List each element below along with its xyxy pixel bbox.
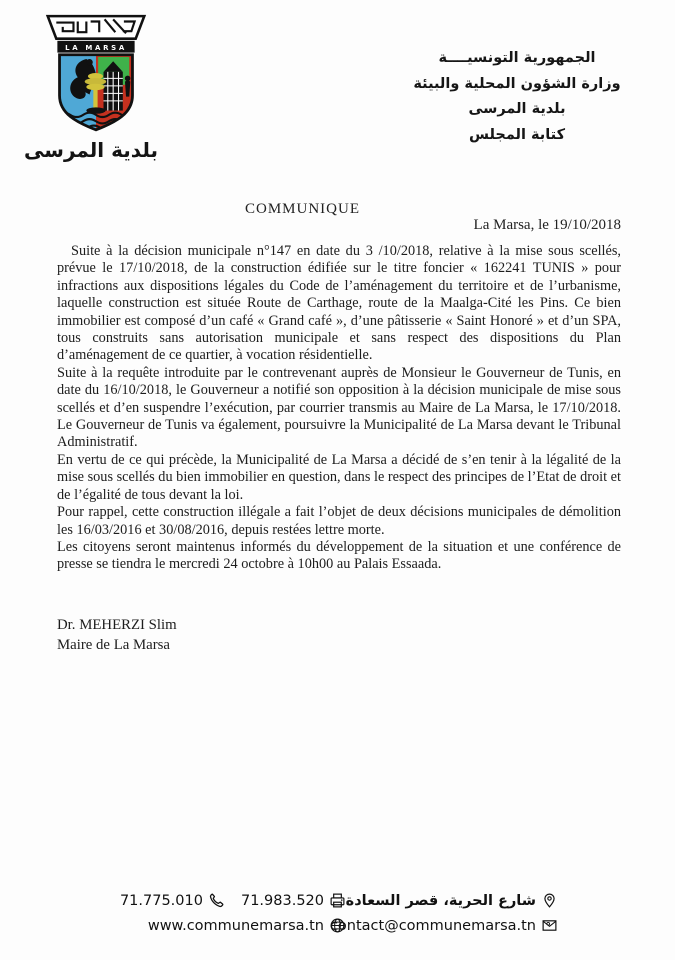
body-paragraph: Suite à la requête introduite par le contrevenant auprès de Monsieur le Gouverneur de Tunis, en date du 16/10/2018, le Gouverneur a notifié son opposition à la décision municipale de mise sous scellés et d’en suspendre l’exécution, par courrier transmis au Maire de La Marsa, le 17/10/2018. Le Gouverneur de Tunis va également, poursuivre la Municipalité de La Marsa devant le Tribunal Administratif. xyxy=(57,364,621,451)
signatory-role: Maire de La Marsa xyxy=(57,636,170,653)
footer-website-row xyxy=(118,913,346,938)
website-url[interactable]: www.communemarsa.tn xyxy=(147,917,324,934)
fax-icon xyxy=(329,892,346,909)
letterhead-ar xyxy=(378,46,656,148)
body-paragraph: Suite à la décision municipale n°147 en date du 3 /10/2018, relative à la mise sous scellés, prévue le 17/10/2018, de la construction édifiée sur le titre foncier « 162241 TUNIS » pour infractions aux dispositions légales du Code de l’aménagement du territoire et de l’urbanisme, laquelle construction est située Route de Carthage, route de la Maalga-Cité les Pins. Ce bien immobilier est composé d’un café « Grand café », d’une pâtisserie « Saint Honoré » et d’un SPA, tous construits sans autorisation municipale et sans respect des dispositions du Plan d’aménagement de ce quartier, à vocation résidentielle. xyxy=(57,243,621,364)
body-paragraph: En vertu de ce qui précède, la Municipalité de La Marsa a décidé de s’en tenir à la légalité de la mise sous scellés du bien immobilier en question, dans le respect des principes de l’Etat de droit et de l’égalité de tous devant la loi. xyxy=(57,451,621,503)
email-address[interactable]: contact@communemarsa.tn xyxy=(329,917,536,934)
footer-email-row xyxy=(329,913,558,938)
footer-address-row xyxy=(345,888,558,913)
body-paragraph: Les citoyens seront maintenus informés du développement de la situation et une conférence de presse se tiendra le mercredi 24 octobre à 10h00 au Palais Essaada. xyxy=(57,538,621,573)
letterhead-line-republic: الجمهورية التونسيــــة xyxy=(438,50,596,66)
address-ar: شارع الحرية، قصر السعادة xyxy=(345,892,536,909)
phone-icon xyxy=(208,892,225,909)
municipality-logo-block xyxy=(24,14,158,162)
fax-number: 71.983.520 xyxy=(240,892,324,909)
footer-phone-group xyxy=(120,892,225,909)
footer-address-group xyxy=(346,892,558,909)
communique-body xyxy=(57,243,621,574)
footer-website-group[interactable] xyxy=(148,917,346,934)
footer-phone-fax-row xyxy=(118,888,346,913)
dateline: La Marsa, le 19/10/2018 xyxy=(473,217,621,233)
logo-caption-ar: بلدية المرسى xyxy=(24,138,158,162)
signatory-name: Dr. MEHERZI Slim xyxy=(57,617,177,633)
location-pin-icon xyxy=(541,892,558,909)
phone-number: 71.775.010 xyxy=(119,892,203,909)
email-icon xyxy=(541,917,558,934)
letterhead-line-municipality: بلدية المرسى xyxy=(468,101,566,117)
footer-email-group[interactable] xyxy=(330,917,558,934)
logo-banner-text: LA MARSA xyxy=(65,43,127,52)
footer-contact-right xyxy=(329,888,558,938)
letterhead-line-council: كتابة المجلس xyxy=(468,126,566,143)
signature-block xyxy=(57,616,177,655)
footer-fax-group xyxy=(241,892,346,909)
letterhead-line-ministry: وزارة الشؤون المحلية والبيئة xyxy=(413,75,621,92)
footer-contact-left xyxy=(118,888,346,938)
document-title: COMMUNIQUE xyxy=(245,201,360,217)
la-marsa-crest-logo xyxy=(42,14,150,132)
body-paragraph: Pour rappel, cette construction illégale a fait l’objet de deux décisions municipales de démolition les 16/03/2016 et 30/08/2016, depuis restées lettre morte. xyxy=(57,504,621,538)
